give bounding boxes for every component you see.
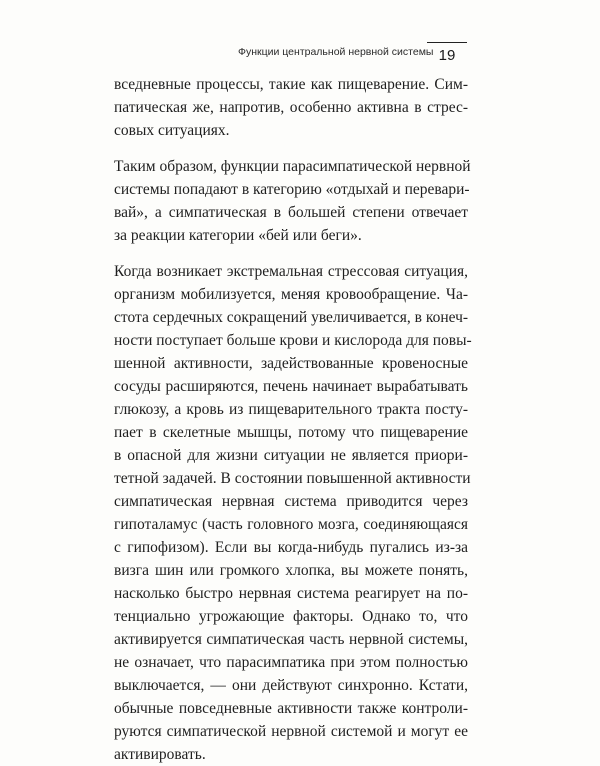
- text-line: обычные повседневные активности также контроли-: [114, 700, 468, 717]
- text-line: насколько быстро нервная система реагирует на по-: [114, 585, 468, 602]
- text-line: стота сердечных сокращений увеличивается, в конеч-: [114, 309, 469, 326]
- text-line: за реакции категории «бей или беги».: [114, 227, 362, 244]
- text-line: гипоталамус (часть головного мозга, соединяющаяся: [114, 516, 468, 533]
- header-rule: [427, 42, 467, 43]
- text-line: пает в скелетные мышцы, потому что пищеварение: [114, 424, 468, 441]
- text-line: ности поступает больше крови и кислорода для повы-: [114, 332, 472, 349]
- paragraph: [114, 155, 471, 247]
- text-line: выключается, — они действуют синхронно. Кстати,: [114, 677, 468, 694]
- text-line: патическая же, напротив, особенно активна в стрес-: [114, 99, 468, 116]
- body-text: [114, 73, 472, 766]
- text-line: совых ситуациях.: [114, 122, 230, 139]
- text-line: тенциально угрожающие факторы. Однако то, что: [114, 608, 468, 625]
- text-line: тетной задачей. В состоянии повышенной активности: [114, 470, 471, 487]
- paragraph: [114, 260, 472, 766]
- text-line: системы попадают в категорию «отдыхай и перевари-: [114, 181, 470, 198]
- text-line: Когда возникает экстремальная стрессовая ситуация,: [114, 263, 468, 280]
- text-line: с гипофизом). Если вы когда-нибудь пугались из-за: [114, 539, 468, 556]
- page-number: 19: [438, 47, 456, 64]
- paragraph: [114, 73, 468, 142]
- text-line: руются симпатической нервной системой и могут ее: [114, 723, 468, 740]
- text-line: активируется симпатическая часть нервной системы,: [114, 631, 468, 648]
- text-line: визга шин или громкого хлопка, вы можете понять,: [114, 562, 468, 579]
- text-line: организм мобилизуется, меняя кровообращение. Ча-: [114, 286, 468, 303]
- text-line: вай», а симпатическая в большей степени отвечает: [114, 204, 468, 221]
- text-line: шенной активности, задействованные кровеносные: [114, 355, 468, 372]
- text-line: вседневные процессы, такие как пищеварение. Сим-: [114, 76, 468, 93]
- text-line: не означает, что парасимпатика при этом полностью: [114, 654, 468, 671]
- text-line: в опасной для жизни ситуации не является приори-: [114, 447, 468, 464]
- text-line: сосуды расширяются, печень начинает вырабатывать: [114, 378, 468, 395]
- text-line: активировать.: [114, 746, 206, 763]
- text-line: Таким образом, функции парасимпатической нервной: [114, 158, 471, 175]
- text-line: симпатическая нервная система приводится через: [114, 493, 468, 510]
- text-line: глюкозу, а кровь из пищеварительного тракта посту-: [114, 401, 468, 418]
- running-title: Функции центральной нервной системы: [238, 46, 434, 58]
